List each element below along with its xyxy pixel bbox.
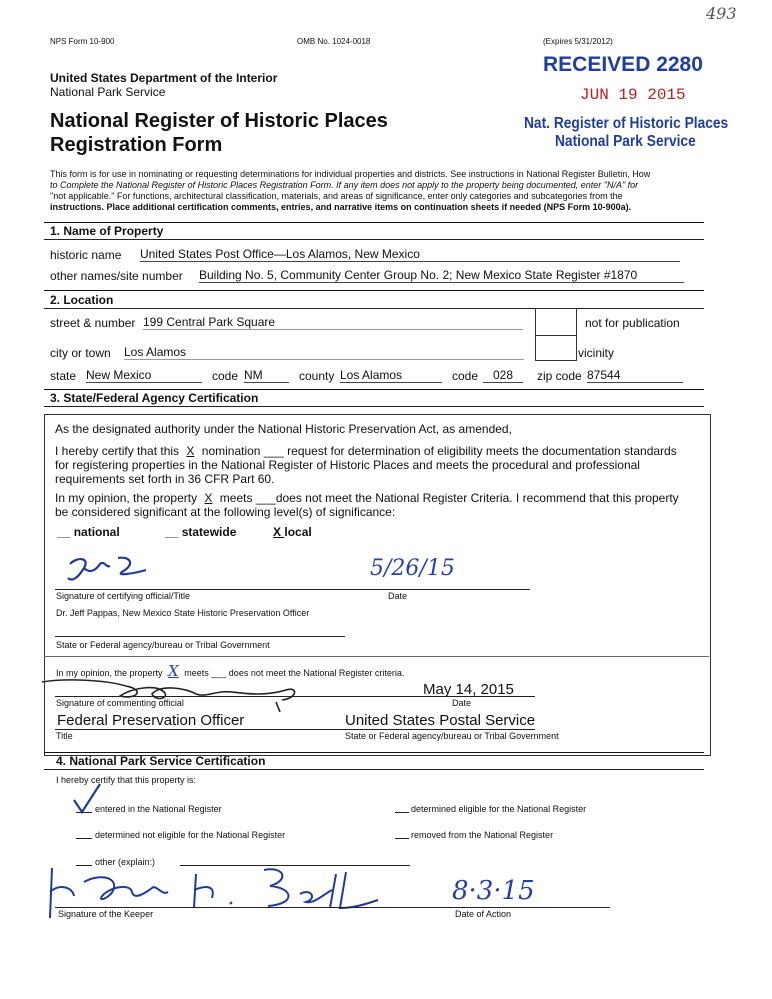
page-title-line2: Registration Form — [50, 134, 223, 156]
city-field[interactable]: Los Alamos — [124, 345, 524, 360]
title-line — [55, 729, 535, 730]
level-national-label: national — [73, 525, 120, 539]
street-field[interactable]: 199 Central Park Square — [143, 315, 523, 330]
omb-number: OMB No. 1024-0018 — [297, 37, 371, 46]
official-name: Dr. Jeff Pappas, New Mexico State Historic Preservation Officer — [56, 608, 310, 618]
det-eligible-blank[interactable] — [395, 812, 409, 813]
commenting-agency: United States Postal Service — [345, 712, 536, 729]
cert-paragraph-2c: for registering properties in the National Register of Historic Places and meets the procedural and professional — [55, 458, 640, 472]
cert-text: meets ___does not meet the National Register Criteria. I recommend that this property — [219, 491, 679, 505]
instructions-line4: instructions. Place additional certification comments, entries, and narrative items on continuation sheets if needed (NPS Form 10-900a). — [50, 202, 632, 212]
section3-heading: 3. State/Federal Agency Certification — [50, 391, 259, 405]
cert-text: nomination ___ request for determination of eligibility meets the documentation standards — [201, 444, 677, 458]
title-label: Title — [56, 731, 73, 741]
commenting-signature-line — [55, 696, 535, 697]
action-date-label: Date of Action — [455, 909, 512, 919]
level-national[interactable]: __ national — [57, 525, 120, 539]
nomination-mark[interactable]: X — [186, 444, 195, 458]
not-for-publication-checkbox[interactable] — [535, 308, 577, 336]
divider — [44, 389, 704, 390]
opinion-text: meets ___ does not meet the National Register criteria. — [184, 668, 405, 678]
expiration-date: (Expires 5/31/2012) — [543, 37, 613, 46]
historic-name-label: historic name — [50, 248, 122, 262]
level-local[interactable] — [273, 525, 312, 539]
divider — [44, 222, 704, 223]
state-code-field[interactable]: NM — [244, 368, 289, 383]
cert-text: In my opinion, the property — [55, 491, 198, 505]
opinion-text: In my opinion, the property — [56, 668, 163, 678]
divider — [44, 290, 704, 291]
cert-paragraph-2a — [55, 444, 677, 458]
other-label: other (explain:) — [95, 857, 156, 867]
city-label: city or town — [50, 346, 111, 360]
opinion-mark[interactable]: X — [168, 662, 179, 680]
section2-heading: 2. Location — [50, 293, 114, 307]
level-statewide[interactable]: __ statewide — [165, 525, 237, 539]
county-code-label: code — [452, 369, 479, 383]
det-eligible-label: determined eligible for the National Register — [411, 804, 587, 814]
level-statewide-label: statewide — [181, 525, 237, 539]
commenting-label: Signature of commenting official — [56, 698, 184, 708]
commenting-title: Federal Preservation Officer — [57, 712, 245, 729]
zip-label: zip code — [537, 369, 582, 383]
agency-line — [55, 636, 345, 637]
commenting-agency-label: State or Federal agency/bureau or Tribal Government — [345, 731, 559, 741]
state-field[interactable]: New Mexico — [86, 368, 202, 383]
divider — [44, 308, 704, 309]
page-annotation: 493 — [706, 4, 737, 23]
certifying-signature — [60, 552, 155, 586]
meets-mark[interactable]: X — [204, 491, 213, 505]
instructions-line3: "not applicable." For functions, architectural classification, materials, and areas of significance, enter only categories and subcategories from the — [50, 191, 623, 201]
commenting-date-label: Date — [452, 698, 472, 708]
level-local-mark: X — [273, 525, 282, 539]
state-code-label: code — [212, 369, 239, 383]
removed-blank[interactable] — [395, 838, 409, 839]
cert-paragraph-3a — [55, 491, 679, 505]
signature-line — [55, 589, 530, 590]
vicinity-checkbox[interactable] — [535, 335, 577, 361]
received-stamp: RECEIVED 2280 — [543, 53, 703, 76]
page-title-line1: National Register of Historic Places — [50, 110, 388, 132]
form-number: NPS Form 10-900 — [50, 37, 115, 46]
entered-label: entered in the National Register — [95, 804, 222, 814]
zip-field[interactable]: 87544 — [587, 368, 683, 383]
level-local-label: local — [284, 525, 312, 539]
divider — [44, 656, 709, 657]
historic-name-field[interactable]: United States Post Office—Los Alamos, New Mexico — [140, 247, 680, 262]
signature-label: Signature of certifying official/Title — [56, 591, 191, 601]
county-label: county — [299, 369, 335, 383]
entered-blank[interactable] — [76, 812, 92, 813]
section4-heading: 4. National Park Service Certification — [56, 754, 266, 768]
cert-paragraph-2d: requirements set forth in 36 CFR Part 60. — [55, 472, 275, 486]
removed-label: removed from the National Register — [411, 830, 554, 840]
not-for-publication-label: not for publication — [585, 316, 680, 330]
department: United States Department of the Interior — [50, 71, 278, 85]
divider — [44, 239, 704, 240]
det-not-eligible-label: determined not eligible for the National Register — [95, 830, 286, 840]
divider — [44, 406, 704, 407]
other-names-label: other names/site number — [50, 269, 183, 283]
signature-date-label: Date — [388, 591, 408, 601]
state-label: state — [50, 369, 77, 383]
agency-label: State or Federal agency/bureau or Tribal Government — [56, 640, 270, 650]
vicinity-label: vicinity — [578, 346, 615, 360]
stamp-line2: National Park Service — [555, 133, 696, 150]
county-code-field[interactable]: 028 — [483, 368, 523, 383]
cert-paragraph-1: As the designated authority under the National Historic Preservation Act, as amended, — [55, 422, 512, 436]
section4-intro: I hereby certify that this property is: — [56, 775, 197, 785]
street-label: street & number — [50, 316, 136, 330]
keeper-signature-line — [55, 907, 610, 908]
cert-paragraph-3c: be considered significant at the following level(s) of significance: — [55, 505, 396, 519]
instructions-line2: to Complete the National Register of Historic Places Registration Form. If any item does not apply to the property being documented, enter "N/A" for — [50, 180, 639, 190]
service: National Park Service — [50, 85, 166, 99]
county-field[interactable]: Los Alamos — [340, 368, 442, 383]
det-not-eligible-blank[interactable] — [76, 838, 92, 839]
action-date: 8·3·15 — [452, 876, 535, 906]
certifying-date: 5/26/15 — [370, 556, 455, 581]
cert-text: I hereby certify that this — [55, 444, 180, 458]
divider — [44, 769, 704, 770]
instructions-line1: This form is for use in nominating or requesting determinations for individual properties and districts. See instructions in National Register Bulletin, How — [50, 169, 651, 179]
other-names-field[interactable]: Building No. 5, Community Center Group No. 2; New Mexico State Register #1870 — [199, 268, 684, 283]
received-date: JUN 19 2015 — [580, 86, 686, 104]
commenting-date: May 14, 2015 — [423, 681, 514, 698]
section1-heading: 1. Name of Property — [50, 224, 164, 238]
stamp-line1: Nat. Register of Historic Places — [524, 115, 729, 132]
keeper-label: Signature of the Keeper — [58, 909, 154, 919]
divider — [44, 752, 704, 753]
